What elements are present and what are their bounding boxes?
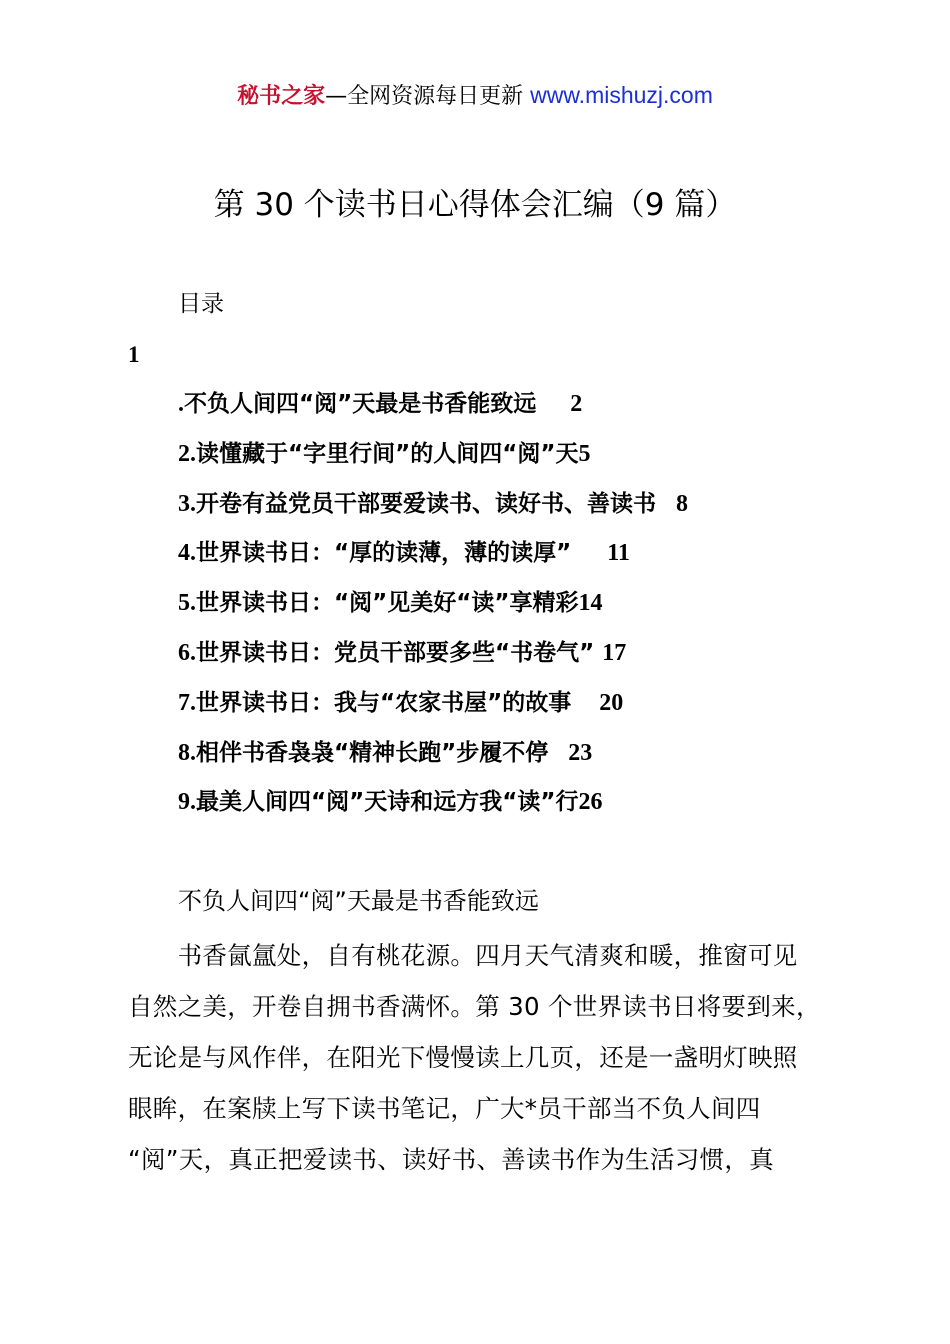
toc-item-page: 14 bbox=[578, 590, 603, 617]
body-line: “阅”天，真正把爱读书、读好书、善读书作为生活习惯，真 bbox=[128, 1145, 774, 1174]
toc-item[interactable] bbox=[178, 535, 858, 585]
toc-item-number: 6. bbox=[178, 639, 196, 666]
toc-item-title: 世界读书日：“厚的读薄，薄的读厚” bbox=[196, 540, 572, 567]
toc-item-number: 8. bbox=[178, 739, 196, 766]
toc-stray-number: 1 bbox=[128, 342, 140, 367]
toc-item[interactable] bbox=[178, 436, 858, 486]
toc-item-page: 11 bbox=[607, 540, 630, 567]
toc-heading: 目录 bbox=[178, 291, 224, 317]
site-header bbox=[0, 78, 950, 114]
toc-item-page: 5 bbox=[578, 440, 591, 467]
toc-item[interactable] bbox=[178, 486, 858, 536]
toc-item[interactable] bbox=[178, 735, 858, 785]
toc-item-number: 7. bbox=[178, 689, 196, 716]
toc-item-title: 最美人间四“阅”天诗和远方我“读”行 bbox=[196, 789, 579, 816]
toc-item-page: 2 bbox=[570, 391, 583, 417]
body-line: 无论是与风作伴，在阳光下慢慢读上几页，还是一盏明灯映照 bbox=[128, 1043, 798, 1072]
toc-item-number: 9. bbox=[178, 789, 196, 816]
toc-item-number: 2. bbox=[178, 440, 196, 467]
toc-item-title: 世界读书日：“阅”见美好“读”享精彩 bbox=[196, 590, 579, 617]
site-url-link[interactable]: www.mishuzj.com bbox=[530, 82, 713, 108]
toc-item[interactable] bbox=[178, 585, 858, 635]
body-line: 眼眸，在案牍上写下读书笔记，广大*员干部当不负人间四 bbox=[128, 1094, 761, 1123]
brand-name: 秘书之家 bbox=[237, 84, 326, 109]
header-slogan: —全网资源每日更新 bbox=[325, 84, 531, 109]
toc-item-number: . bbox=[178, 391, 184, 417]
toc-item[interactable] bbox=[178, 685, 858, 735]
body-line: 书香氤氲处，自有桃花源。四月天气清爽和暖，推窗可见 bbox=[128, 941, 798, 970]
toc-item-number: 4. bbox=[178, 540, 196, 567]
toc-item-number: 5. bbox=[178, 590, 196, 617]
toc-item[interactable] bbox=[178, 386, 858, 436]
toc-item-page: 20 bbox=[599, 689, 624, 716]
toc-item-title: 世界读书日：我与“农家书屋”的故事 bbox=[196, 689, 572, 716]
table-of-contents bbox=[178, 386, 858, 834]
toc-item-title: 不负人间四“阅”天最是书香能致远 bbox=[184, 391, 537, 417]
toc-item-page: 8 bbox=[676, 490, 688, 517]
toc-item-title: 世界读书日：党员干部要多些“书卷气” bbox=[196, 639, 595, 666]
toc-item-title: 开卷有益党员干部要爱读书、读好书、善读书 bbox=[196, 490, 656, 517]
toc-item-page: 23 bbox=[568, 739, 593, 766]
toc-item-title: 相伴书香袅袅“精神长跑”步履不停 bbox=[196, 739, 549, 766]
section-body bbox=[128, 930, 834, 1185]
toc-item[interactable] bbox=[178, 784, 858, 834]
toc-item-page: 17 bbox=[602, 639, 627, 666]
toc-item-title: 读懂藏于“字里行间”的人间四“阅”天 bbox=[196, 440, 579, 467]
section-title: 不负人间四“阅”天最是书香能致远 bbox=[178, 887, 539, 915]
toc-item-page: 26 bbox=[578, 789, 603, 816]
body-line: 自然之美，开卷自拥书香满怀。第 30 个世界读书日将要到来， bbox=[128, 992, 821, 1021]
toc-item-number: 3. bbox=[178, 490, 196, 517]
document-title: 第 30 个读书日心得体会汇编（9 篇） bbox=[213, 187, 737, 223]
toc-item[interactable] bbox=[178, 635, 858, 685]
